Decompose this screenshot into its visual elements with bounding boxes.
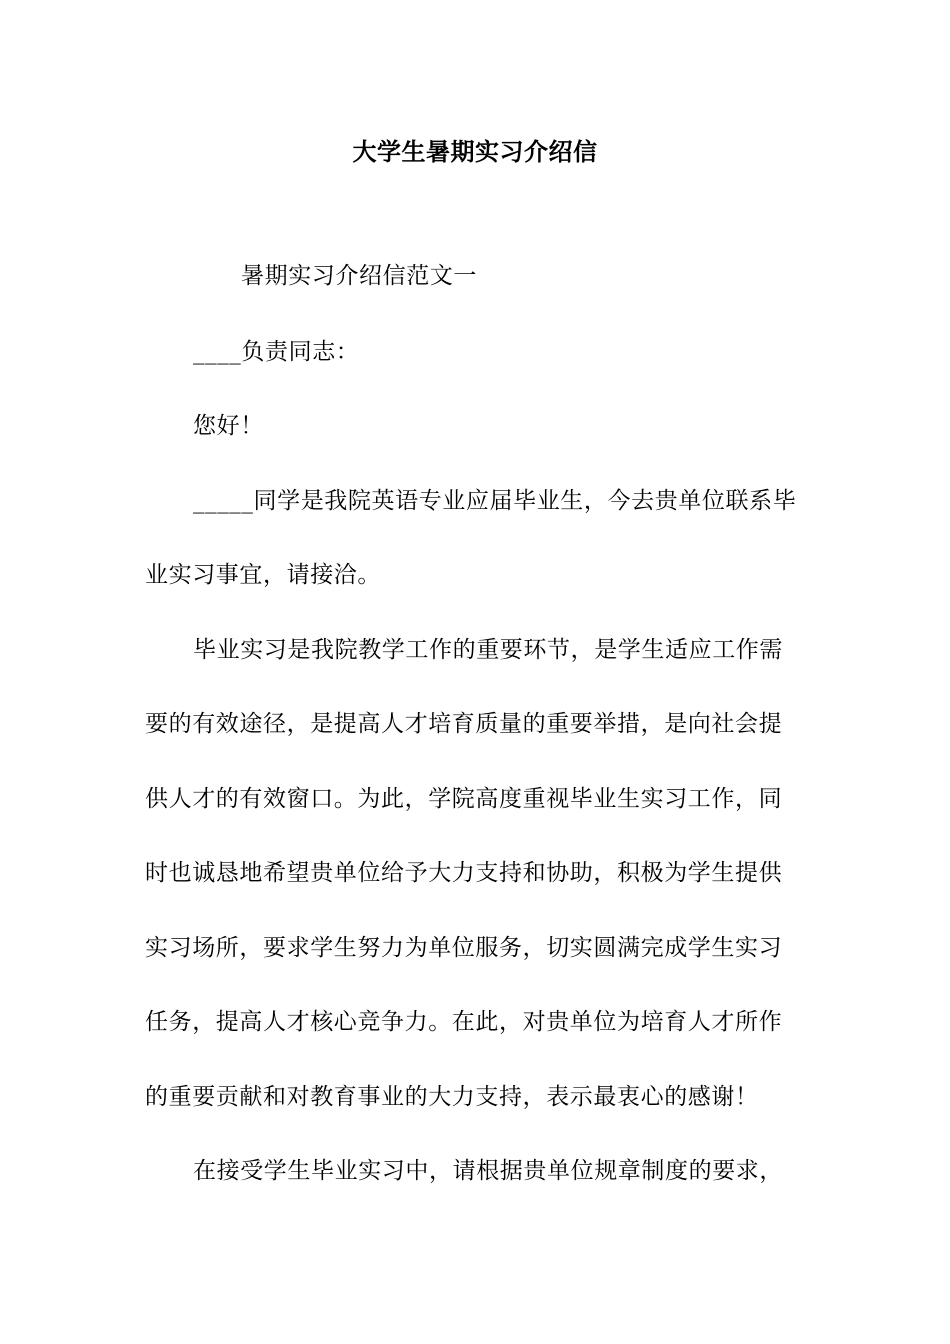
body-line: 在接受学生毕业实习中，请根据贵单位规章制度的要求， [193,1158,783,1184]
greeting-line: 您好！ [193,413,264,439]
body-line: 要的有效途径，是提高人才培育质量的重要举措，是向社会提 [145,711,783,737]
body-line: 毕业实习是我院教学工作的重要环节，是学生适应工作需 [193,637,783,663]
body-line: _____同学是我院英语专业应届毕业生，今去贵单位联系毕 [193,488,797,514]
body-line: 任务，提高人才核心竞争力。在此，对贵单位为培育人才所作 [145,1009,783,1035]
salutation-line: ____负责同志： [193,339,360,365]
body-line: 业实习事宜，请接洽。 [145,562,381,588]
subtitle-line: 暑期实习介绍信范文一 [241,263,477,289]
body-line: 时也诚恳地希望贵单位给予大力支持和协助，积极为学生提供 [145,860,783,886]
document-title: 大学生暑期实习介绍信 [352,137,598,166]
body-line: 实习场所，要求学生努力为单位服务，切实圆满完成学生实习 [145,935,783,961]
body-line: 供人才的有效窗口。为此，学院高度重视毕业生实习工作，同 [145,786,783,812]
body-line: 的重要贡献和对教育事业的大力支持，表示最衷心的感谢！ [145,1084,759,1110]
